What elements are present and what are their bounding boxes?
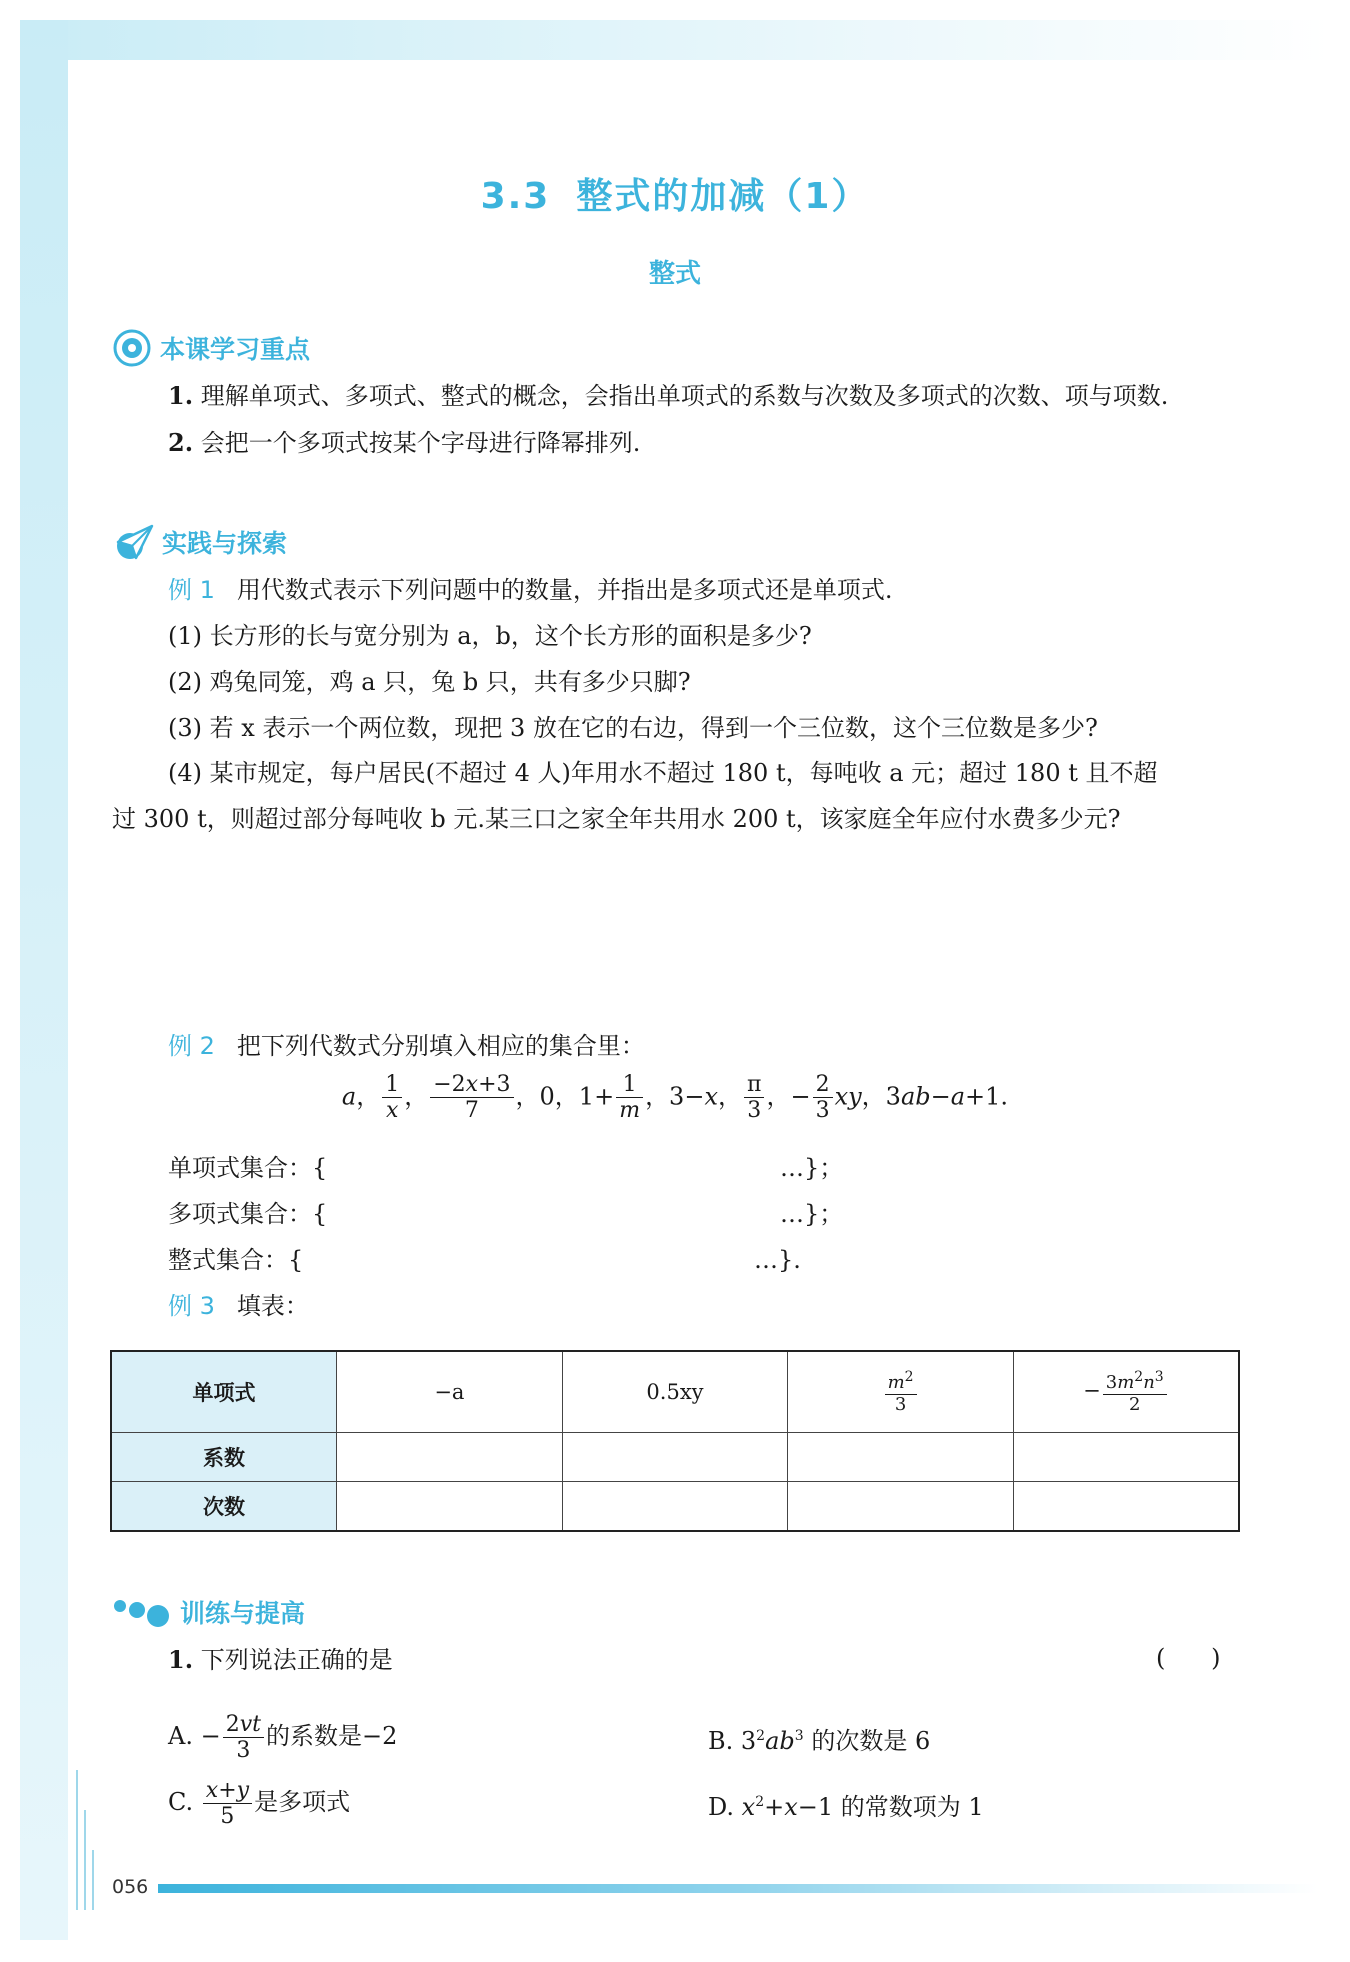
answer-cell[interactable] xyxy=(1013,1433,1239,1482)
answer-cell[interactable] xyxy=(1013,1482,1239,1532)
training-q1: 1. 下列说法正确的是 xyxy=(168,1645,393,1674)
answer-cell[interactable] xyxy=(337,1433,563,1482)
answer-cell[interactable] xyxy=(337,1482,563,1532)
row-header-coefficient: 系数 xyxy=(111,1433,337,1482)
row-header-monomial: 单项式 xyxy=(111,1351,337,1433)
paper-plane-icon xyxy=(112,522,154,562)
expression-list: a， $\frac{1}{x}$ ， $\frac{-2x+3}{7}$ ，0，1+ $\frac{1}{m}$ ，3−x， $\frac{\pi}{3}$ ，− $\frac{2}{3}$ xy，3ab−a+1. xyxy=(341,1072,1009,1124)
section-focus-heading: 本课学习重点 xyxy=(112,328,310,368)
example1-intro: 例 1 用代数式表示下列问题中的数量，并指出是多项式还是单项式. xyxy=(168,576,893,604)
answer-cell[interactable] xyxy=(562,1482,788,1532)
target-circle-icon xyxy=(112,328,152,368)
row-header-degree: 次数 xyxy=(111,1482,337,1532)
monomial-cell: $\frac{m^2}{3}$ xyxy=(788,1351,1014,1433)
fill-in-table xyxy=(110,1350,1240,1532)
page-title: 3.3 整式的加减（1） xyxy=(480,176,870,217)
example3-intro: 例 3 填表： xyxy=(168,1292,309,1320)
example1-q2: (2) 鸡兔同笼，鸡 a 只，兔 b 只，共有多少只脚? xyxy=(168,668,691,696)
example1-q3: (3) 若 x 表示一个两位数，现把 3 放在它的右边，得到一个三位数，这个三位数是多少? xyxy=(168,714,1098,742)
answer-cell[interactable] xyxy=(788,1482,1014,1532)
integral-expression-set: 整式集合：{ …}. xyxy=(168,1246,801,1274)
monomial-cell: −a xyxy=(337,1351,563,1433)
monomial-cell: 0.5xy xyxy=(562,1351,788,1433)
example1-q4-line1: (4) 某市规定，每户居民(不超过 4 人)年用水不超过 180 t，每吨收 a 元；超过 180 t 且不超 xyxy=(168,759,1158,787)
option-d[interactable]: D. $x^2+x-1$ 的常数项为 1 xyxy=(708,1793,984,1821)
section-training-heading: 训练与提高 xyxy=(112,1592,305,1632)
page-subtitle: 整式 xyxy=(648,259,701,289)
answer-cell[interactable] xyxy=(788,1433,1014,1482)
option-c[interactable]: C. $\frac{x+y}{5}$ 是多项式 xyxy=(168,1777,351,1829)
section-practice-heading: 实践与探索 xyxy=(112,522,287,562)
answer-cell[interactable] xyxy=(562,1433,788,1482)
page-number: 056 xyxy=(112,1876,149,1898)
option-b[interactable]: B. $3^2ab^3$ 的次数是 6 xyxy=(708,1727,931,1755)
page-left-band xyxy=(20,20,68,1940)
example2-intro: 例 2 把下列代数式分别填入相应的集合里： xyxy=(168,1032,645,1060)
example1-q1: (1) 长方形的长与宽分别为 a，b，这个长方形的面积是多少? xyxy=(168,622,812,650)
monomial-cell: − $\frac{3m^2n^3}{2}$ xyxy=(1013,1351,1239,1433)
page-top-band xyxy=(20,20,1330,60)
focus-item-2: 2. 会把一个多项式按某个字母进行降幂排列. xyxy=(168,428,641,457)
answer-bracket[interactable]: ( ) xyxy=(1156,1644,1221,1672)
three-dots-icon xyxy=(112,1592,172,1632)
footer-bar xyxy=(158,1884,1318,1893)
polynomial-set: 多项式集合：{ …}； xyxy=(168,1200,844,1228)
option-a[interactable]: A. − $\frac{2vt}{3}$ 的系数是−2 xyxy=(168,1711,398,1763)
focus-item-1: 1. 理解单项式、多项式、整式的概念，会指出单项式的系数与次数及多项式的次数、项与项数. xyxy=(168,381,1169,410)
monomial-set: 单项式集合：{ …}； xyxy=(168,1154,844,1182)
example1-q4-line2: 过 300 t，则超过部分每吨收 b 元.某三口之家全年共用水 200 t，该家庭全年应付水费多少元? xyxy=(112,805,1121,833)
